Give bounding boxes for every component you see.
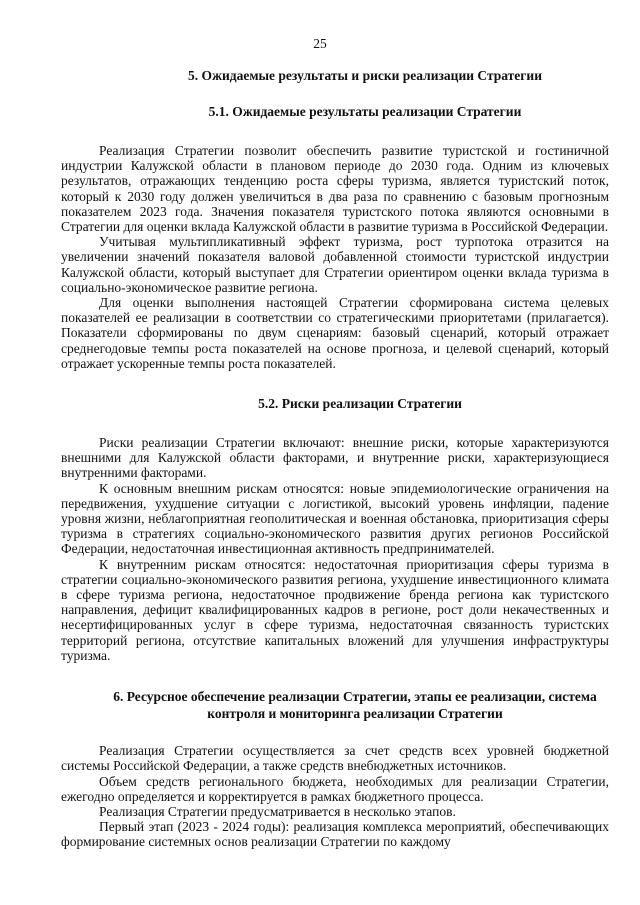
paragraph: Реализация Стратегии позволит обеспечить развитие туристской и гостиничной индустрии Калужской области в плановом периоде до 2030 года. Одним из ключевых результатов, отражающих тенденцию роста сферы туризма, является туристский поток, который к 2030 году должен увеличиться в два раза по сравнению с базовым прогнозным показателем 2023 года. Значения показателя туристского потока являются основными в Стратегии для оценки вклада Калужской области в развитие туризма в Российской Федерации. — [61, 143, 609, 235]
paragraph: Первый этап (2023 - 2024 годы): реализация комплекса мероприятий, обеспечивающих формирование системных основ реализации Стратегии по каждому — [61, 819, 609, 850]
page-content — [61, 67, 609, 850]
paragraph: Реализация Стратегии предусматривается в несколько этапов. — [99, 803, 456, 819]
paragraph: К внутренним рискам относятся: недостаточная приоритизация сферы туризма в стратегии социально-экономического развития региона, ухудшение инвестиционного климата в сфере туризма региона, недостаточное продвижение бренда региона как туристского направления, дефицит квалифицированных кадров в регионе, рост доли некачественных и несертифицированных услуг в сфере туризма, недостаточная связанность туристских территорий региона, отсутствие капитальных вложений для улучшения инфраструктуры туризма. — [61, 556, 609, 663]
section-5-2-heading: 5.2. Риски реализации Стратегии — [258, 396, 462, 412]
page-number: 25 — [313, 36, 327, 51]
paragraph: Для оценки выполнения настоящей Стратегии сформирована система целевых показателей ее реализации в соответствии со стратегическими приоритетами (прилагается). Показатели сформированы по двум сценариям: базовый сценарий, который отражает среднегодовые темпы роста показателей на основе прогноза, и целевой сценарий, который отражает ускоренные темпы роста показателей. — [61, 295, 609, 371]
paragraph: Риски реализации Стратегии включают: внешние риски, которые характеризуются внешними для Калужской области факторами, и внутренние риски, характеризующиеся внутренними факторами. — [61, 435, 609, 481]
section-6-heading — [61, 688, 609, 722]
section-6-heading-line-2: контроля и мониторинга реализации Стратегии — [207, 706, 503, 722]
paragraph: Реализация Стратегии осуществляется за счет средств всех уровней бюджетной системы Российской Федерации, а также средств внебюджетных источников. — [61, 743, 609, 774]
section-6-heading-line-1: 6. Ресурсное обеспечение реализации Стратегии, этапы ее реализации, система — [113, 689, 597, 705]
paragraph: Объем средств регионального бюджета, необходимых для реализации Стратегии, ежегодно определяется и корректируется в рамках бюджетного процесса. — [61, 773, 609, 804]
paragraph: Учитывая мультипликативный эффект туризма, рост турпотока отразится на увеличении значений показателя валовой добавленной стоимости туристской индустрии Калужской области, который выступает для Стратегии ориентиром оценки вклада туризма в социально-экономическое развитие региона. — [61, 234, 609, 295]
section-5-1-heading: 5.1. Ожидаемые результаты реализации Стратегии — [208, 104, 522, 119]
section-5-heading: 5. Ожидаемые результаты и риски реализации Стратегии — [188, 68, 542, 83]
paragraph: К основным внешним рискам относятся: новые эпидемиологические ограничения на передвижения, ухудшение ситуации с логистикой, высокий уровень инфляции, падение уровня жизни, неблагоприятная геополитическая и военная обстановка, приоритизация сферы туризма в стратегиях социально-экономического развития других регионов Российской Федерации, недостаточная инвестиционная активность предпринимателей. — [61, 480, 609, 557]
